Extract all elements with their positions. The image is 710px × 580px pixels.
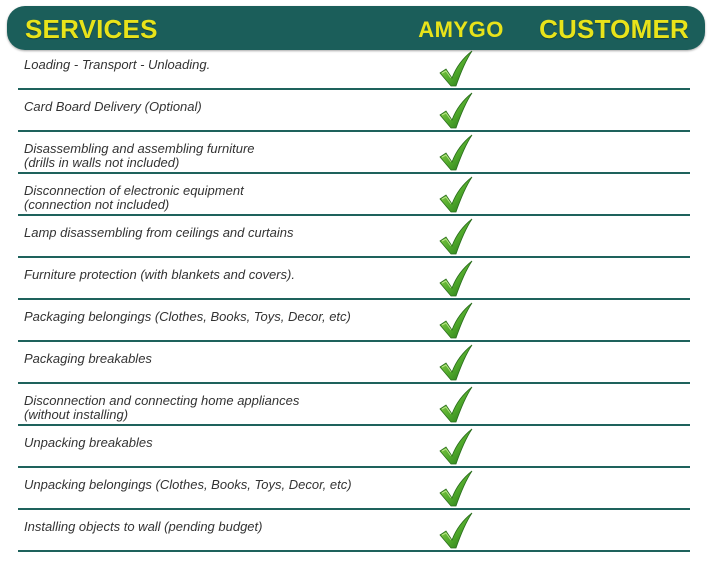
check-icon — [438, 426, 474, 466]
service-label-line: Furniture protection (with blankets and covers). — [24, 267, 295, 282]
table-row — [18, 174, 690, 216]
check-icon — [438, 48, 474, 88]
amygo-logo-text: AMYGO — [418, 17, 504, 42]
service-label-line: Unpacking breakables — [24, 435, 153, 450]
services-table — [18, 48, 690, 552]
check-icon — [438, 174, 474, 214]
services-column-title: SERVICES — [25, 14, 158, 44]
check-icon — [438, 216, 474, 256]
service-label — [24, 100, 202, 114]
service-label — [24, 142, 255, 170]
service-label — [24, 352, 152, 366]
table-row — [18, 384, 690, 426]
table-row — [18, 300, 690, 342]
service-label — [24, 436, 153, 450]
table-row — [18, 468, 690, 510]
service-label-line: Loading - Transport - Unloading. — [24, 57, 211, 72]
service-label-line: Unpacking belongings (Clothes, Books, Toys, Decor, etc) — [24, 477, 352, 492]
customer-column-title: CUSTOMER — [539, 14, 689, 44]
service-label-line: Card Board Delivery (Optional) — [24, 99, 202, 114]
service-label — [24, 184, 244, 212]
service-label — [24, 310, 351, 324]
table-row — [18, 510, 690, 552]
table-row — [18, 48, 690, 90]
service-label-line: Lamp disassembling from ceilings and curtains — [24, 225, 294, 240]
service-label — [24, 394, 299, 422]
check-icon — [438, 510, 474, 550]
service-label-line: Packaging belongings (Clothes, Books, Toys, Decor, etc) — [24, 309, 351, 324]
service-label-line: (connection not included) — [24, 197, 170, 212]
table-header — [7, 6, 705, 50]
service-label — [24, 268, 295, 282]
table-row — [18, 426, 690, 468]
amygo-logo — [413, 15, 509, 43]
table-row — [18, 216, 690, 258]
service-label-line: Disassembling and assembling furniture — [24, 141, 255, 156]
table-row — [18, 132, 690, 174]
check-icon — [438, 300, 474, 340]
table-row — [18, 342, 690, 384]
check-icon — [438, 132, 474, 172]
service-label — [24, 226, 294, 240]
check-icon — [438, 384, 474, 424]
check-icon — [438, 90, 474, 130]
table-row — [18, 90, 690, 132]
service-label-line: Packaging breakables — [24, 351, 152, 366]
service-label-line: Disconnection of electronic equipment — [24, 183, 244, 198]
service-label-line: (drills in walls not included) — [24, 155, 180, 170]
service-label — [24, 520, 262, 534]
service-label-line: Disconnection and connecting home appliances — [24, 393, 300, 408]
check-icon — [438, 258, 474, 298]
check-icon — [438, 468, 474, 508]
service-label — [24, 478, 352, 492]
service-label — [24, 58, 210, 72]
service-label-line: Installing objects to wall (pending budget) — [24, 519, 263, 534]
table-row — [18, 258, 690, 300]
service-label-line: (without installing) — [24, 407, 129, 422]
check-icon — [438, 342, 474, 382]
